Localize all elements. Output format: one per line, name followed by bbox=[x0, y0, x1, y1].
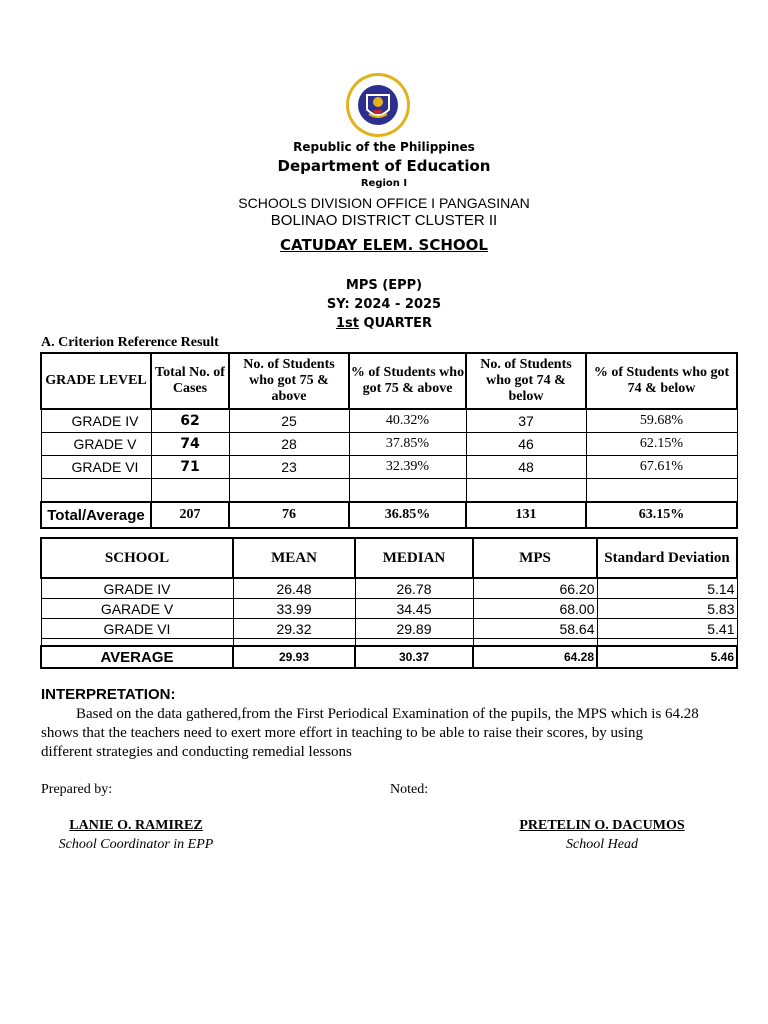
interpretation-heading: INTERPRETATION: bbox=[41, 686, 176, 703]
deped-seal bbox=[338, 72, 418, 138]
total-row bbox=[41, 502, 737, 528]
mps-cell: 66.20 bbox=[473, 578, 597, 599]
interpretation-line-2: shows that the teachers need to exert more effort in teaching to be able to raise their scores, by using bbox=[41, 725, 644, 741]
mean-cell: 33.99 bbox=[233, 599, 355, 619]
col-header: % of Students who got 75 & above bbox=[349, 353, 466, 409]
section-a-label: A. Criterion Reference Result bbox=[41, 335, 219, 350]
preparer-title: School Coordinator in EPP bbox=[58, 837, 214, 852]
col-header: SCHOOL bbox=[41, 538, 233, 578]
empty-row bbox=[41, 479, 737, 503]
total-75-percent: 36.85% bbox=[349, 502, 466, 528]
quarter-number: 1st bbox=[336, 316, 359, 331]
total-cases-cell: 62 bbox=[151, 409, 229, 433]
table-row bbox=[41, 599, 737, 619]
col-header: No. of Students who got 74 & below bbox=[466, 353, 586, 409]
mean-cell: 26.48 bbox=[233, 578, 355, 599]
republic-line: Republic of the Philippines bbox=[293, 140, 475, 154]
grade-level-cell: GRADE V bbox=[41, 433, 151, 456]
col-header: Total No. of Cases bbox=[151, 353, 229, 409]
mps-cell: 58.64 bbox=[473, 619, 597, 639]
preparer-name: LANIE O. RAMIREZ bbox=[69, 818, 203, 833]
seal-text-bottom bbox=[278, 32, 290, 33]
col-header: GRADE LEVEL bbox=[41, 353, 151, 409]
col-header: Standard Deviation bbox=[597, 538, 737, 578]
total-74-count: 131 bbox=[466, 502, 586, 528]
noter-title: School Head bbox=[566, 837, 638, 852]
prepared-by-label: Prepared by: bbox=[41, 782, 113, 797]
col-header: % of Students who got 74 & below bbox=[586, 353, 737, 409]
table-row bbox=[41, 578, 737, 599]
school-cell: GRADE VI bbox=[41, 619, 233, 639]
table-row bbox=[41, 456, 737, 479]
department-line: Department of Education bbox=[277, 157, 491, 175]
total-cases-cell: 74 bbox=[151, 433, 229, 456]
sd-cell: 5.83 bbox=[597, 599, 737, 619]
sd-cell: 5.14 bbox=[597, 578, 737, 599]
average-mps: 64.28 bbox=[473, 646, 597, 668]
school-cell: GRADE IV bbox=[41, 578, 233, 599]
percent-75-cell: 40.32% bbox=[349, 409, 466, 433]
statistics-table bbox=[40, 537, 738, 669]
table-row bbox=[41, 433, 737, 456]
average-median: 30.37 bbox=[355, 646, 473, 668]
district-line: BOLINAO DISTRICT CLUSTER II bbox=[270, 212, 498, 229]
report-title: MPS (EPP) bbox=[345, 278, 423, 293]
school-name: CATUDAY ELEM. SCHOOL bbox=[280, 236, 488, 254]
total-75-count: 76 bbox=[229, 502, 349, 528]
col-header: MPS bbox=[473, 538, 597, 578]
average-label: AVERAGE bbox=[41, 646, 233, 668]
sd-cell: 5.41 bbox=[597, 619, 737, 639]
total-label: Total/Average bbox=[41, 502, 151, 528]
median-cell: 26.78 bbox=[355, 578, 473, 599]
noter-name: PRETELIN O. DACUMOS bbox=[519, 818, 685, 833]
interpretation-line-3: different strategies and conducting remedial lessons bbox=[41, 744, 352, 760]
grade-level-cell: GRADE VI bbox=[41, 456, 151, 479]
mean-cell: 29.32 bbox=[233, 619, 355, 639]
table-header-row bbox=[41, 538, 737, 578]
empty-row bbox=[41, 639, 737, 647]
mps-cell: 68.00 bbox=[473, 599, 597, 619]
count-74-cell: 48 bbox=[466, 456, 586, 479]
percent-74-cell: 62.15% bbox=[586, 433, 737, 456]
interpretation-line-1: Based on the data gathered,from the First Periodical Examination of the pupils, the MPS which is 64.28 bbox=[76, 706, 699, 722]
col-header: MEDIAN bbox=[355, 538, 473, 578]
percent-75-cell: 32.39% bbox=[349, 456, 466, 479]
percent-74-cell: 67.61% bbox=[586, 456, 737, 479]
table-row bbox=[41, 409, 737, 433]
school-year: SY: 2024 - 2025 bbox=[326, 297, 442, 312]
col-header: MEAN bbox=[233, 538, 355, 578]
count-74-cell: 46 bbox=[466, 433, 586, 456]
count-75-cell: 28 bbox=[229, 433, 349, 456]
count-75-cell: 23 bbox=[229, 456, 349, 479]
table-header-row bbox=[41, 353, 737, 409]
table-row bbox=[41, 619, 737, 639]
average-row bbox=[41, 646, 737, 668]
total-74-percent: 63.15% bbox=[586, 502, 737, 528]
percent-74-cell: 59.68% bbox=[586, 409, 737, 433]
grade-level-cell: GRADE IV bbox=[41, 409, 151, 433]
median-cell: 34.45 bbox=[355, 599, 473, 619]
criterion-reference-table bbox=[40, 352, 738, 529]
col-header: No. of Students who got 75 & above bbox=[229, 353, 349, 409]
school-cell: GARADE V bbox=[41, 599, 233, 619]
total-cases-cell: 71 bbox=[151, 456, 229, 479]
average-sd: 5.46 bbox=[597, 646, 737, 668]
count-75-cell: 25 bbox=[229, 409, 349, 433]
total-cases-sum: 207 bbox=[151, 502, 229, 528]
noted-label: Noted: bbox=[390, 782, 429, 797]
quarter-line bbox=[0, 316, 768, 331]
average-mean: 29.93 bbox=[233, 646, 355, 668]
division-line: SCHOOLS DIVISION OFFICE I PANGASINAN bbox=[238, 195, 530, 211]
median-cell: 29.89 bbox=[355, 619, 473, 639]
percent-75-cell: 37.85% bbox=[349, 433, 466, 456]
quarter-word: QUARTER bbox=[359, 316, 432, 331]
region-line: Region I bbox=[360, 178, 408, 189]
count-74-cell: 37 bbox=[466, 409, 586, 433]
